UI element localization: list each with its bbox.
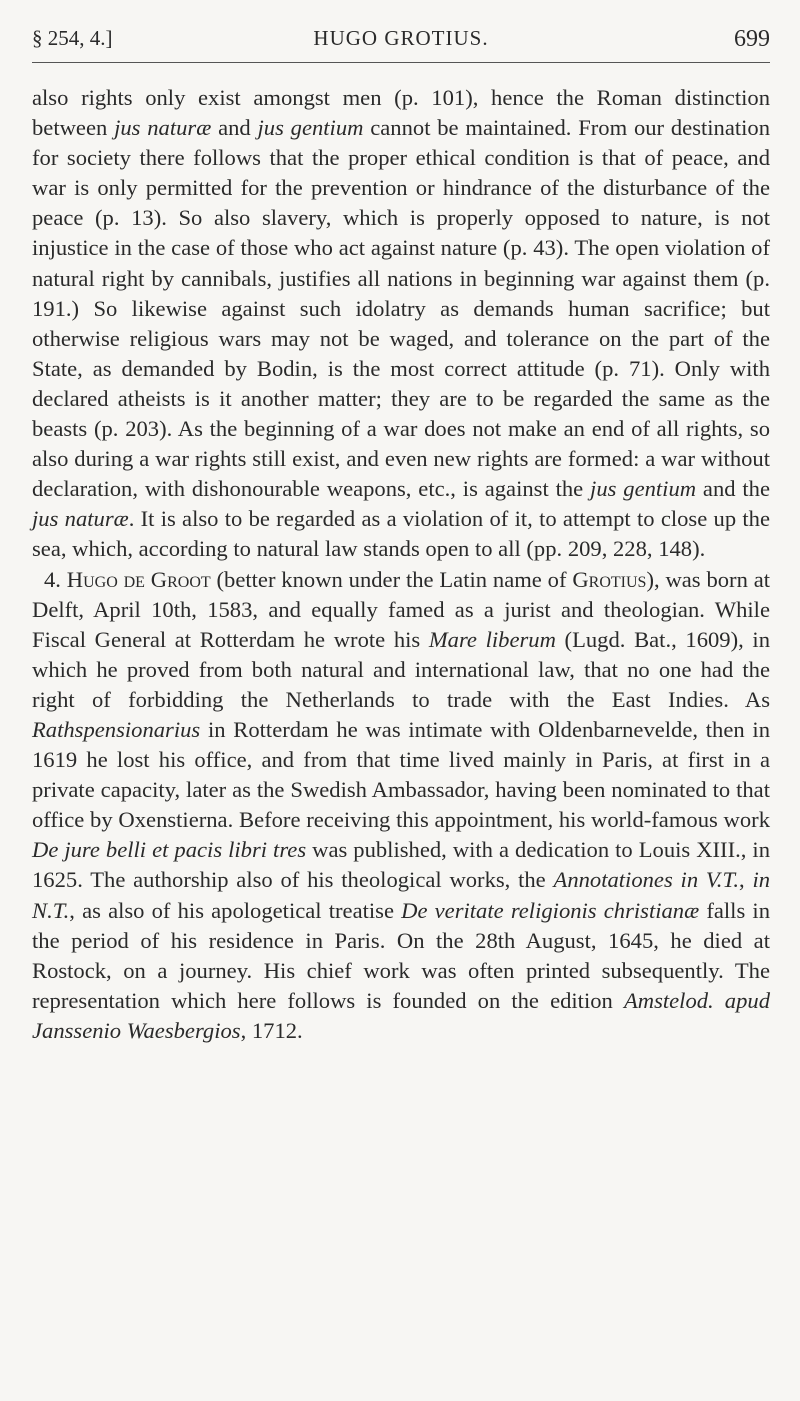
text-run: falls in the period of his residence in Paris. On the 28th August, 1645, he died at Rostock, on a journey. His chief work was often printed subsequently. The representation which here follows is founded on the edition bbox=[32, 897, 770, 1013]
italic-title: Annotationes in V.T. bbox=[553, 867, 739, 893]
paragraph-section-4 bbox=[32, 565, 770, 1047]
italic-term: Rathspensionarius bbox=[32, 716, 201, 742]
text-run: in Rotterdam he was intimate with Oldenbarnevelde, then in 1619 he lost his office, and from that time lived mainly in Paris, at first in a private capacity, later as the Swedish Ambassador, having been nominated to that office by Oxenstierna. Before receiving this appointment, his world-famous work bbox=[32, 716, 770, 833]
italic-title: De jure belli et pacis libri tres bbox=[32, 837, 307, 863]
text-run: was published, with a dedication to Louis XIII., in 1625. The authorship also of his theological works, the bbox=[32, 837, 770, 893]
text-run: and bbox=[211, 115, 258, 141]
italic-term: jus naturæ bbox=[114, 115, 212, 141]
text-run: also rights only exist amongst men (p. 101), hence the Roman distinction between bbox=[32, 85, 770, 141]
text-run: , as also of his apologetical treatise bbox=[69, 897, 402, 923]
latin-name: Grotius bbox=[572, 566, 647, 592]
italic-title: Mare liberum bbox=[428, 626, 556, 652]
running-header bbox=[32, 24, 770, 60]
text-run: (Lugd. Bat., 1609), in which he proved from both natural and international law, that no one had the right of forbidding the Netherlands to trade with the East Indies. As bbox=[32, 626, 770, 712]
text-run: . It is also to be regarded as a violation of it, to attempt to close up the sea, which, according to natural law stands open to all (pp. 209, 228, 148). bbox=[32, 506, 770, 562]
italic-title: Amstelod. apud Janssenio Waesbergios bbox=[32, 987, 770, 1043]
text-run: (better known under the Latin name of bbox=[210, 566, 573, 592]
header-rule bbox=[32, 62, 770, 63]
section-reference: § 254, 4.] bbox=[32, 26, 113, 50]
text-run: and the bbox=[696, 476, 770, 502]
text-run: , 1712. bbox=[240, 1017, 303, 1043]
italic-title: in N.T. bbox=[32, 867, 771, 923]
text-run: cannot be maintained. From our destination for society there follows that the proper ethical condition is that of peace, and war is only permitted for the prevention or hindrance of the disturbance of the peace (p. 13). So also slavery, which is properly opposed to nature, is not injustice in the case of those who act against nature (p. 43). The open violation of natural right by cannibals, justifies all nations in beginning war against them (p. 191.) So likewise against such idolatry as demands human sacrifice; but otherwise religious wars may not be waged, and tolerance on the part of the State, as demanded by Bodin, is the most correct attitude (p. 71). Only with declared atheists is it another matter; they are to be regarded the same as the beasts (p. 203). As the beginning of a war does not make an end of all rights, so also during a war rights still exist, and even new rights are formed: a war without declaration, with dishonourable weapons, etc., is against the bbox=[32, 115, 771, 502]
person-name: Hugo de Groot bbox=[66, 566, 211, 592]
italic-title: De veritate religionis christianæ bbox=[401, 897, 700, 923]
section-number: 4. bbox=[44, 566, 67, 592]
text-run: ), was born at Delft, April 10th, 1583, and equally famed as a jurist and theologian. While Fiscal General at Rotterdam he wrote his bbox=[32, 566, 771, 652]
text-run: , bbox=[738, 867, 753, 893]
italic-term: jus gentium bbox=[257, 115, 364, 141]
page-body bbox=[32, 83, 770, 1046]
running-title: HUGO GROTIUS. bbox=[313, 26, 489, 50]
page-number: 699 bbox=[734, 26, 770, 52]
italic-term: jus gentium bbox=[590, 476, 697, 502]
paragraph-continued bbox=[32, 83, 770, 565]
italic-term: jus naturæ bbox=[32, 506, 129, 532]
